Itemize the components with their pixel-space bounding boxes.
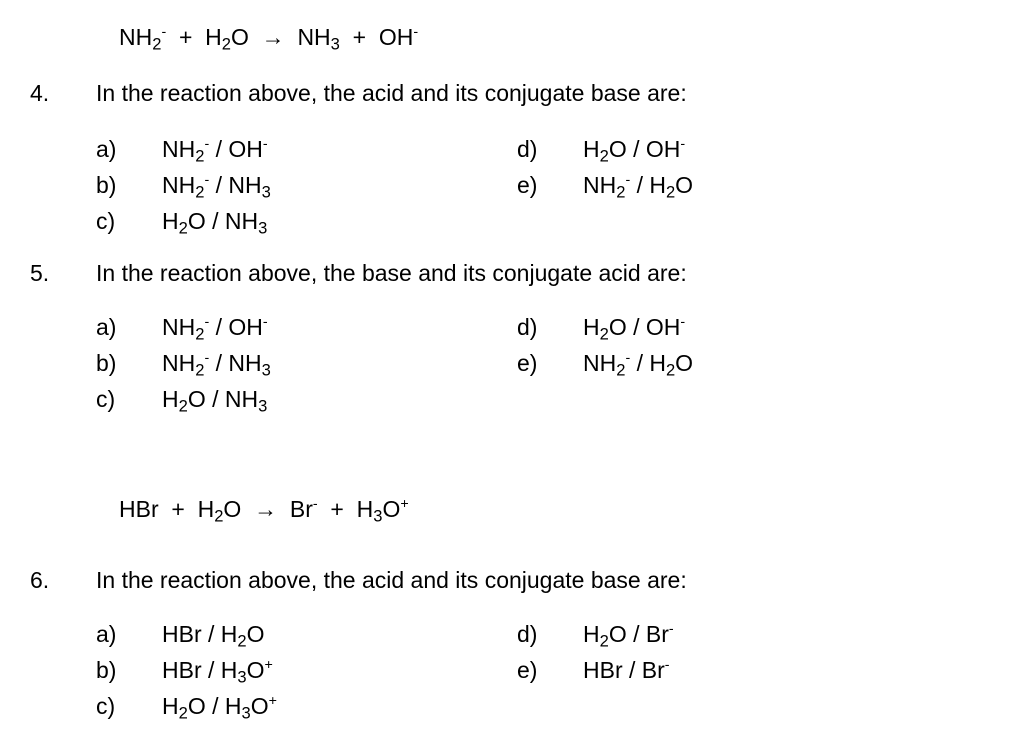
subscript: 3 — [330, 34, 340, 54]
formula-text: H — [583, 136, 600, 162]
question-5-text: In the reaction above, the base and its conjugate acid are: — [96, 260, 687, 286]
formula-text: H — [162, 208, 179, 234]
question-4-number: 4. — [30, 80, 50, 106]
formula-text: O / OH — [608, 136, 681, 162]
q6-option-e-answer — [583, 657, 670, 684]
formula-text: O / NH — [187, 386, 259, 412]
formula-text: + OH — [339, 24, 414, 50]
subscript: 2 — [178, 218, 188, 238]
formula-text: HBr / Br — [583, 657, 665, 683]
superscript: - — [664, 657, 670, 674]
question-6-text: In the reaction above, the acid and its conjugate base are: — [96, 567, 687, 593]
question-5-number: 5. — [30, 260, 50, 286]
superscript: - — [204, 136, 210, 153]
superscript: + — [400, 496, 409, 513]
superscript: - — [161, 24, 167, 41]
formula-text: + H — [317, 496, 374, 522]
formula-text: HBr / H — [162, 657, 238, 683]
formula-text: O / Br — [608, 621, 669, 647]
subscript: 2 — [214, 506, 224, 526]
subscript: 2 — [665, 360, 676, 380]
subscript: 2 — [599, 146, 609, 166]
q4-option-d-answer — [583, 136, 686, 166]
q6-option-b-letter: b) — [96, 657, 117, 683]
formula-text: / NH — [209, 350, 262, 376]
q4-option-a-answer — [162, 136, 268, 166]
formula-text: H — [583, 314, 600, 340]
q5-option-b-letter: b) — [96, 350, 117, 376]
superscript: - — [312, 496, 318, 513]
question-6-number: 6. — [30, 567, 50, 593]
subscript: 2 — [152, 34, 162, 54]
superscript: - — [680, 136, 686, 153]
formula-text: O — [675, 172, 694, 198]
subscript: 3 — [261, 360, 271, 380]
formula-text: O — [675, 350, 694, 376]
subscript: 2 — [221, 34, 231, 54]
superscript: - — [262, 314, 268, 331]
subscript: 3 — [261, 182, 271, 202]
superscript: + — [268, 693, 277, 710]
formula-text: O → NH — [231, 24, 331, 50]
q6-option-a-answer — [162, 621, 265, 651]
subscript: 2 — [665, 182, 676, 202]
q5-option-c-answer — [162, 386, 268, 416]
q4-option-b-letter: b) — [96, 172, 117, 198]
q5-option-e-letter: e) — [517, 350, 538, 376]
formula-text: O — [246, 621, 265, 647]
formula-text: NH — [583, 350, 617, 376]
q4-option-c-answer — [162, 208, 268, 238]
subscript: 3 — [373, 506, 383, 526]
q5-option-b-answer — [162, 350, 271, 380]
formula-text: / H — [630, 172, 666, 198]
q6-option-a-letter: a) — [96, 621, 117, 647]
formula-text: H — [583, 621, 600, 647]
formula-text: / NH — [209, 172, 262, 198]
q5-option-e-answer — [583, 350, 694, 380]
subscript: 2 — [599, 631, 609, 651]
q4-option-e-letter: e) — [517, 172, 538, 198]
subscript: 2 — [195, 360, 205, 380]
superscript: - — [625, 172, 631, 189]
q5-option-c-letter: c) — [96, 386, 116, 412]
subscript: 2 — [195, 182, 205, 202]
q6-option-c-answer — [162, 693, 277, 723]
superscript: - — [204, 172, 210, 189]
equation-1 — [119, 24, 419, 54]
superscript: - — [413, 24, 419, 41]
subscript: 2 — [195, 324, 205, 344]
subscript: 3 — [258, 218, 268, 238]
subscript: 2 — [237, 631, 247, 651]
formula-text: O / OH — [608, 314, 681, 340]
superscript: - — [625, 350, 631, 367]
formula-text: O — [250, 693, 269, 719]
q4-option-a-letter: a) — [96, 136, 117, 162]
formula-text: H — [162, 386, 179, 412]
subscript: 2 — [616, 360, 626, 380]
formula-text: NH — [162, 350, 196, 376]
formula-text: O / NH — [187, 208, 259, 234]
subscript: 2 — [195, 146, 205, 166]
q6-option-e-letter: e) — [517, 657, 538, 683]
formula-text: NH — [583, 172, 617, 198]
formula-text: / H — [630, 350, 666, 376]
q6-option-c-letter: c) — [96, 693, 116, 719]
subscript: 2 — [616, 182, 626, 202]
formula-text: NH — [119, 24, 153, 50]
superscript: - — [680, 314, 686, 331]
q6-option-d-answer — [583, 621, 674, 651]
q4-option-e-answer — [583, 172, 694, 202]
question-4-text: In the reaction above, the acid and its conjugate base are: — [96, 80, 687, 106]
q4-option-c-letter: c) — [96, 208, 116, 234]
formula-text: / OH — [209, 314, 263, 340]
superscript: - — [204, 350, 210, 367]
superscript: - — [204, 314, 210, 331]
formula-text: NH — [162, 314, 196, 340]
q4-option-b-answer — [162, 172, 271, 202]
subscript: 3 — [241, 703, 251, 723]
subscript: 2 — [178, 703, 188, 723]
formula-text: HBr + H — [119, 496, 215, 522]
superscript: - — [668, 621, 674, 638]
superscript: + — [264, 657, 273, 674]
formula-text: O — [382, 496, 401, 522]
q5-option-a-letter: a) — [96, 314, 117, 340]
subscript: 3 — [258, 396, 268, 416]
formula-text: H — [162, 693, 179, 719]
q6-option-b-answer — [162, 657, 273, 687]
q6-option-d-letter: d) — [517, 621, 538, 647]
superscript: - — [262, 136, 268, 153]
q5-option-d-answer — [583, 314, 686, 344]
q5-option-d-letter: d) — [517, 314, 538, 340]
q4-option-d-letter: d) — [517, 136, 538, 162]
formula-text: O — [246, 657, 265, 683]
formula-text: NH — [162, 136, 196, 162]
subscript: 2 — [178, 396, 188, 416]
formula-text: NH — [162, 172, 196, 198]
subscript: 2 — [599, 324, 609, 344]
formula-text: / OH — [209, 136, 263, 162]
q5-option-a-answer — [162, 314, 268, 344]
formula-text: O / H — [187, 693, 242, 719]
formula-text: O → Br — [223, 496, 313, 522]
formula-text: HBr / H — [162, 621, 238, 647]
subscript: 3 — [237, 667, 247, 687]
formula-text: + H — [166, 24, 222, 50]
equation-2 — [119, 496, 409, 526]
